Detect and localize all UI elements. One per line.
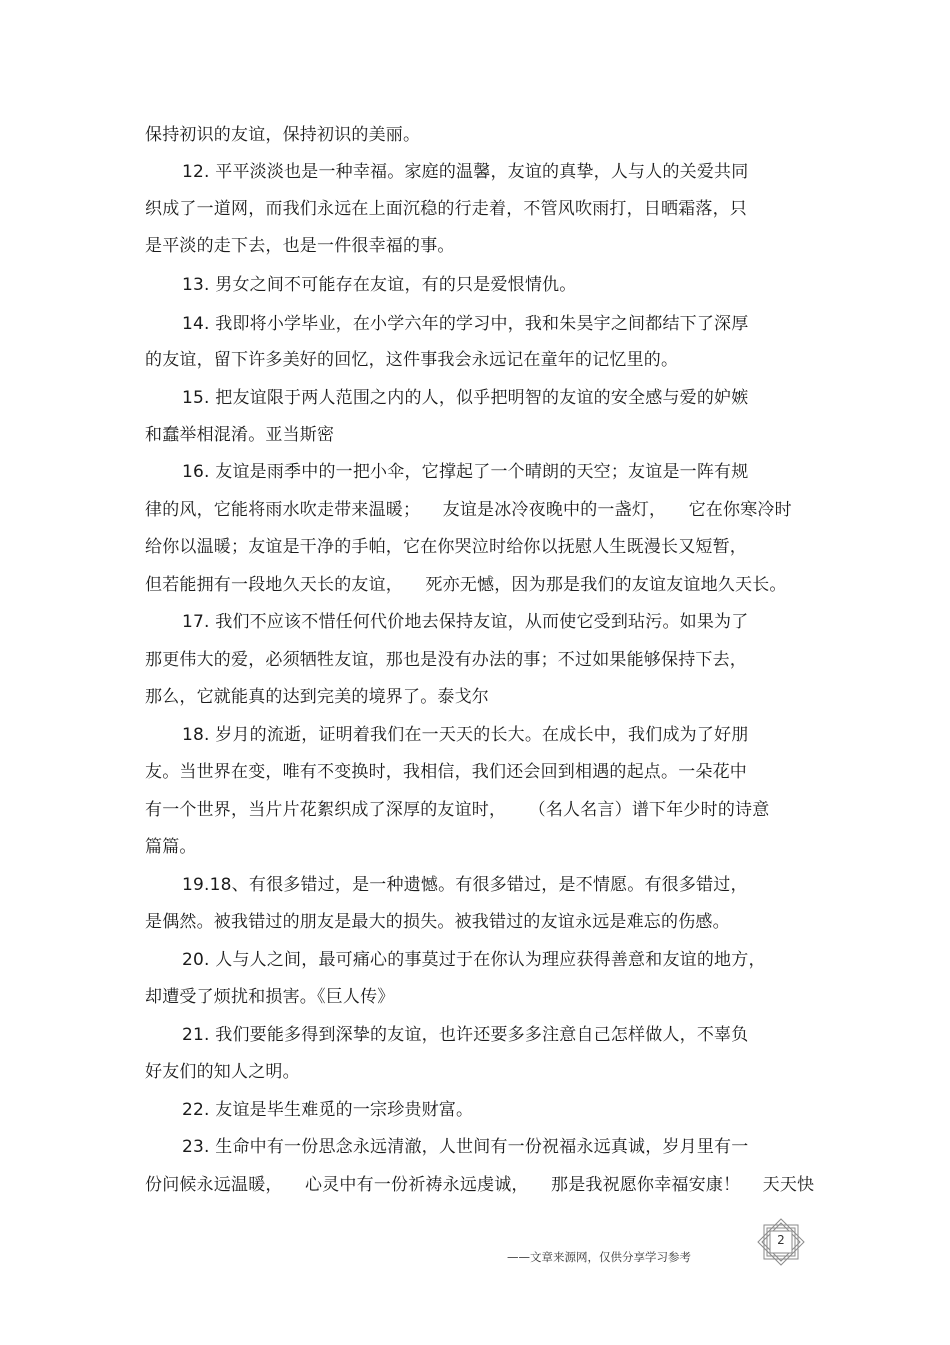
text-line: 14. 我即将小学毕业，在小学六年的学习中，我和朱昊宇之间都结下了深厚 <box>182 314 749 334</box>
text-line: 织成了一道网，而我们永远在上面沉稳的行走着，不管风吹雨打，日晒霜落，只 <box>145 199 747 219</box>
footer-source-note: ——文章来源网，仅供分享学习参考 <box>507 1250 691 1264</box>
text-line: 16. 友谊是雨季中的一把小伞，它撑起了一个晴朗的天空；友谊是一阵有规 <box>182 462 749 482</box>
text-line: 15. 把友谊限于两人范围之内的人，似乎把明智的友谊的安全感与爱的妒嫉 <box>182 388 749 408</box>
page-number: 2 <box>777 1233 785 1247</box>
text-line: 却遭受了烦扰和损害。《巨人传》 <box>145 987 395 1007</box>
text-line: 份问候永远温暖， 心灵中有一份祈祷永远虔诚， 那是我祝愿你幸福安康！ 天天快 <box>145 1175 815 1195</box>
text-line: 那么，它就能真的达到完美的境界了。泰戈尔 <box>145 687 489 707</box>
text-line: 保持初识的友谊，保持初识的美丽。 <box>145 125 421 145</box>
text-line: 20. 人与人之间，最可痛心的事莫过于在你认为理应获得善意和友谊的地方， <box>182 950 766 970</box>
text-line: 有一个世界，当片片花絮织成了深厚的友谊时， （名人名言）谱下年少时的诗意 <box>145 800 770 820</box>
text-line: 友。当世界在变，唯有不变换时，我相信，我们还会回到相遇的起点。一朵花中 <box>145 762 747 782</box>
text-line: 22. 友谊是毕生难觅的一宗珍贵财富。 <box>182 1100 474 1120</box>
text-line: 18. 岁月的流逝，证明着我们在一天天的长大。在成长中，我们成为了好朋 <box>182 725 749 745</box>
text-line: 好友们的知人之明。 <box>145 1062 300 1082</box>
text-line: 那更伟大的爱，必须牺牲友谊，那也是没有办法的事；不过如果能够保持下去， <box>145 650 747 670</box>
text-line: 17. 我们不应该不惜任何代价地去保持友谊，从而使它受到玷污。如果为了 <box>182 612 749 632</box>
text-line: 但若能拥有一段地久天长的友谊， 死亦无憾，因为那是我们的友谊友谊地久天长。 <box>145 575 787 595</box>
text-line: 律的风，它能将雨水吹走带来温暖； 友谊是冰冷夜晚中的一盏灯， 它在你寒冷时 <box>145 500 792 520</box>
text-line: 23. 生命中有一份思念永远清澈，人世间有一份祝福永远真诚，岁月里有一 <box>182 1137 749 1157</box>
text-line: 是平淡的走下去，也是一件很幸福的事。 <box>145 236 455 256</box>
text-line: 13. 男女之间不可能存在友谊，有的只是爱恨情仇。 <box>182 275 577 295</box>
text-line: 19.18、有很多错过，是一种遗憾。有很多错过，是不情愿。有很多错过， <box>182 875 748 895</box>
text-line: 和蠢举相混淆。亚当斯密 <box>145 425 335 445</box>
text-line: 12. 平平淡淡也是一种幸福。家庭的温馨，友谊的真挚，人与人的关爱共同 <box>182 162 749 182</box>
text-line: 是偶然。被我错过的朋友是最大的损失。被我错过的友谊永远是难忘的伤感。 <box>145 912 730 932</box>
text-line: 篇篇。 <box>145 837 197 857</box>
text-line: 21. 我们要能多得到深挚的友谊，也许还要多多注意自己怎样做人，不辜负 <box>182 1025 749 1045</box>
text-line: 给你以温暖；友谊是干净的手帕，它在你哭泣时给你以抚慰人生既漫长又短暂， <box>145 537 747 557</box>
text-line: 的友谊，留下许多美好的回忆，这件事我会永远记在童年的记忆里的。 <box>145 350 679 370</box>
